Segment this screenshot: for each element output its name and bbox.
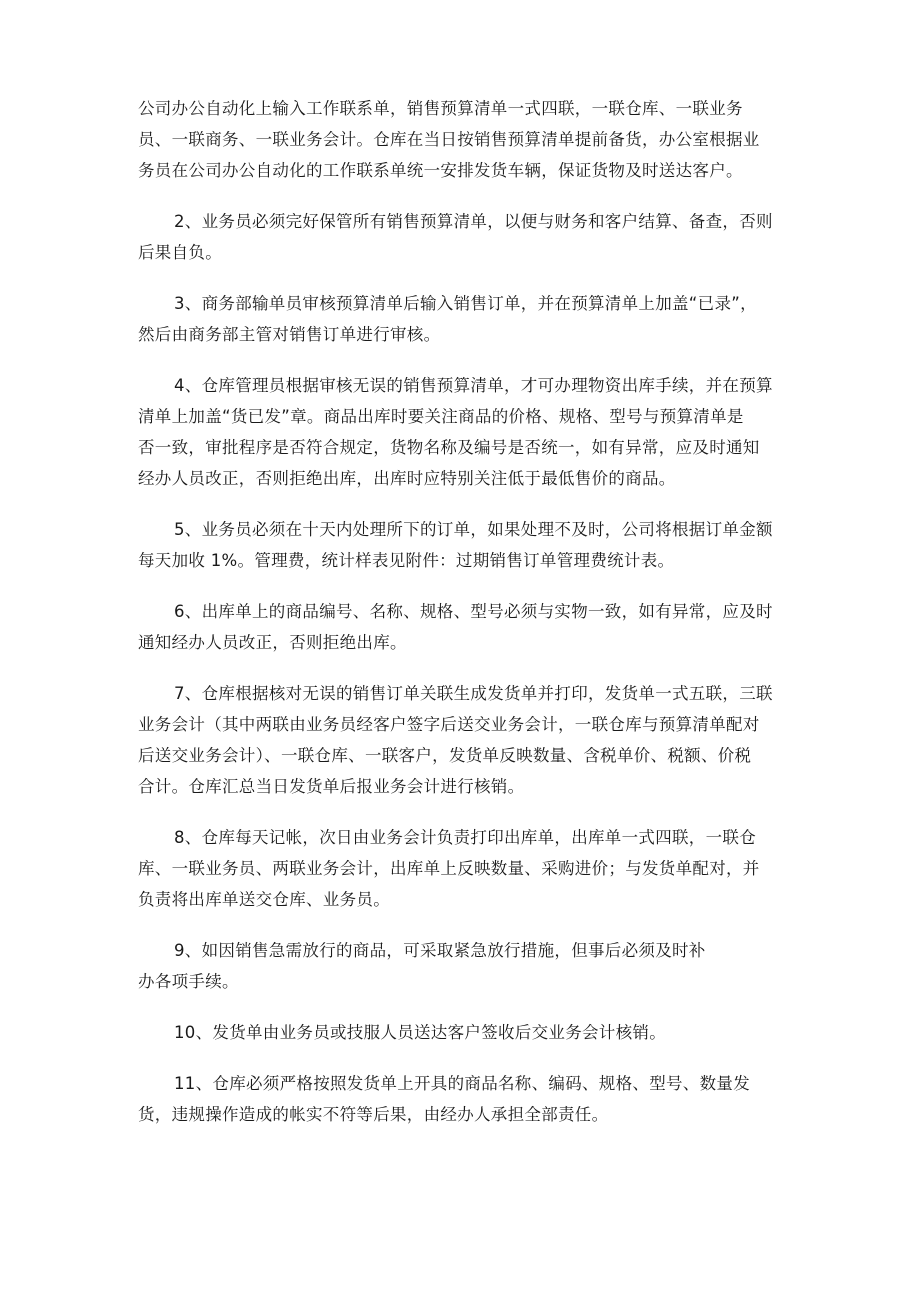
- paragraph-line: 否一致，审批程序是否符合规定，货物名称及编号是否统一，如有异常，应及时通知: [138, 438, 760, 457]
- paragraph-line: 清单上加盖“货已发”章。商品出库时要关注商品的价格、规格、型号与预算清单是: [138, 407, 744, 426]
- paragraph-line: 办各项手续。: [138, 972, 239, 991]
- paragraph-item-3: [138, 288, 786, 350]
- paragraph-line: 合计。仓库汇总当日发货单后报业务会计进行核销。: [138, 777, 525, 796]
- paragraph-item-2: [138, 206, 786, 268]
- paragraph-line: 通知经办人员改正，否则拒绝出库。: [138, 633, 407, 652]
- paragraph-item-11: [138, 1068, 786, 1130]
- paragraph-line: 货，违规操作造成的帐实不符等后果，由经办人承担全部责任。: [138, 1105, 609, 1124]
- paragraph-line: 2、业务员必须完好保管所有销售预算清单，以便与财务和客户结算、备查，否则: [174, 212, 773, 231]
- document-body: [138, 93, 786, 1150]
- paragraph-item-5: [138, 514, 786, 576]
- paragraph-line: 公司办公自动化上输入工作联系单，销售预算清单一式四联，一联仓库、一联业务: [138, 99, 743, 118]
- paragraph-line: 负责将出库单送交仓库、业务员。: [138, 890, 390, 909]
- paragraph-line: 10、发货单由业务员或技服人员送达客户签收后交业务会计核销。: [174, 1023, 666, 1042]
- paragraph-line: 4、仓库管理员根据审核无误的销售预算清单，才可办理物资出库手续，并在预算: [174, 376, 773, 395]
- paragraph-line: 5、业务员必须在十天内处理所下的订单，如果处理不及时，公司将根据订单金额: [174, 520, 773, 539]
- paragraph-1-continuation: [138, 93, 786, 186]
- paragraph-line: 9、如因销售急需放行的商品，可采取紧急放行措施，但事后必须及时补: [174, 941, 706, 960]
- paragraph-line: 后果自负。: [138, 243, 222, 262]
- paragraph-line: 然后由商务部主管对销售订单进行审核。: [138, 325, 441, 344]
- paragraph-line: 经办人员改正，否则拒绝出库，出库时应特别关注低于最低售价的商品。: [138, 469, 676, 488]
- paragraph-item-10: [138, 1017, 786, 1048]
- paragraph-line: 7、仓库根据核对无误的销售订单关联生成发货单并打印，发货单一式五联，三联: [174, 684, 773, 703]
- paragraph-item-8: [138, 822, 786, 915]
- paragraph-line: 库、一联业务员、两联业务会计，出库单上反映数量、采购进价；与发货单配对，并: [138, 859, 760, 878]
- paragraph-item-9: [138, 935, 786, 997]
- paragraph-item-7: [138, 678, 786, 802]
- paragraph-item-6: [138, 596, 786, 658]
- paragraph-line: 后送交业务会计）、一联仓库、一联客户，发货单反映数量、含税单价、税额、价税: [138, 746, 752, 765]
- paragraph-line: 8、仓库每天记帐，次日由业务会计负责打印出库单，出库单一式四联，一联仓: [174, 828, 756, 847]
- paragraph-line: 业务会计（其中两联由业务员经客户签字后送交业务会计，一联仓库与预算清单配对: [138, 715, 760, 734]
- paragraph-line: 3、商务部输单员审核预算清单后输入销售订单，并在预算清单上加盖“已录”，: [174, 294, 757, 313]
- paragraph-line: 员、一联商务、一联业务会计。仓库在当日按销售预算清单提前备货，办公室根据业: [138, 130, 760, 149]
- paragraph-line: 每天加收 1%。管理费，统计样表见附件：过期销售订单管理费统计表。: [138, 551, 675, 570]
- paragraph-line: 6、出库单上的商品编号、名称、规格、型号必须与实物一致，如有异常，应及时: [174, 602, 773, 621]
- paragraph-item-4: [138, 370, 786, 494]
- paragraph-line: 务员在公司办公自动化的工作联系单统一安排发货车辆，保证货物及时送达客户。: [138, 161, 743, 180]
- paragraph-line: 11、仓库必须严格按照发货单上开具的商品名称、编码、规格、型号、数量发: [174, 1074, 750, 1093]
